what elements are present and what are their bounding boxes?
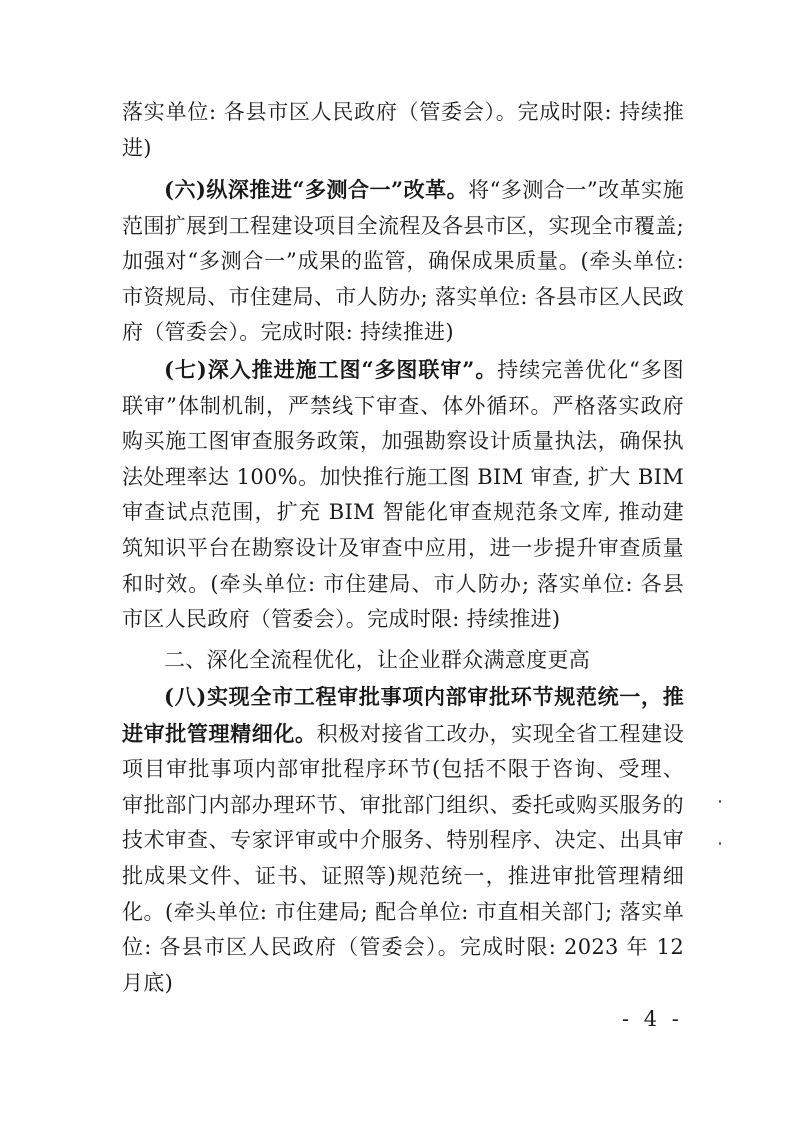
paragraph-continuation (122, 95, 684, 166)
paragraph-body: 落实单位: 各县市区人民政府（管委会）。完成时限: 持续推进) (122, 100, 684, 160)
paragraph-title: (八)实现全市工程审批事项内部审批环节规范统一，推进审批管理精细化。 (122, 684, 684, 746)
paragraph-body: 将“多测合一”改革实施范围扩展到工程建设项目全流程及各县市区，实现全市覆盖; 加强对“多测合一”成果的监管，确保成果质量。(牵头单位: 市资规局、市住建局、市人防办; 落实单位: 各县市区人民政府（管委会）。完成时限: 持续推进) (122, 178, 684, 345)
paragraph-6 (122, 172, 684, 351)
paragraph-body: 持续完善优化“多图联审”体制机制，严禁线下审查、体外循环。严格落实政府购买施工图审查服务政策，加强勘察设计质量执法，确保执法处理率达 100%。加快推行施工图 BIM 审查, 扩大 BIM 审查试点范围，扩充 BIM 智能化审查规范条文库, 推动建筑知识平台在勘察设计及审查中应用，进一步提升审查质量和时效。(牵头单位: 市住建局、市人防办; 落实单位: 各县市区人民政府（管委会）。完成时限: 持续推进) (122, 358, 684, 632)
page-number: - 4 - (622, 1007, 683, 1031)
paragraph-7 (122, 352, 684, 638)
paragraph-title: (七)深入推进施工图“多图联审”。 (164, 357, 498, 382)
scan-speck (719, 842, 721, 845)
paragraph-body: 积极对接省工改办，实现全省工程建设项目审批事项内部审批程序环节(包括不限于咨询、受理、审批部门内部办理环节、审批部门组织、委托或购买服务的技术审查、专家评审或中介服务、特别程序、决定、出具审批成果文件、证书、证照等)规范统一，推进审批管理精细化。(牵头单位: 市住建局; 配合单位: 市直相关部门; 落实单位: 各县市区人民政府（管委会）。完成时限: 2023 年 12 月底) (122, 721, 684, 995)
section-heading: 二、深化全流程优化，让企业群众满意度更高 (164, 648, 590, 672)
paragraph-8 (122, 679, 684, 1001)
paragraph-title: (六)纵深推进“多测合一”改革。 (164, 177, 469, 202)
scan-speck (719, 800, 721, 803)
